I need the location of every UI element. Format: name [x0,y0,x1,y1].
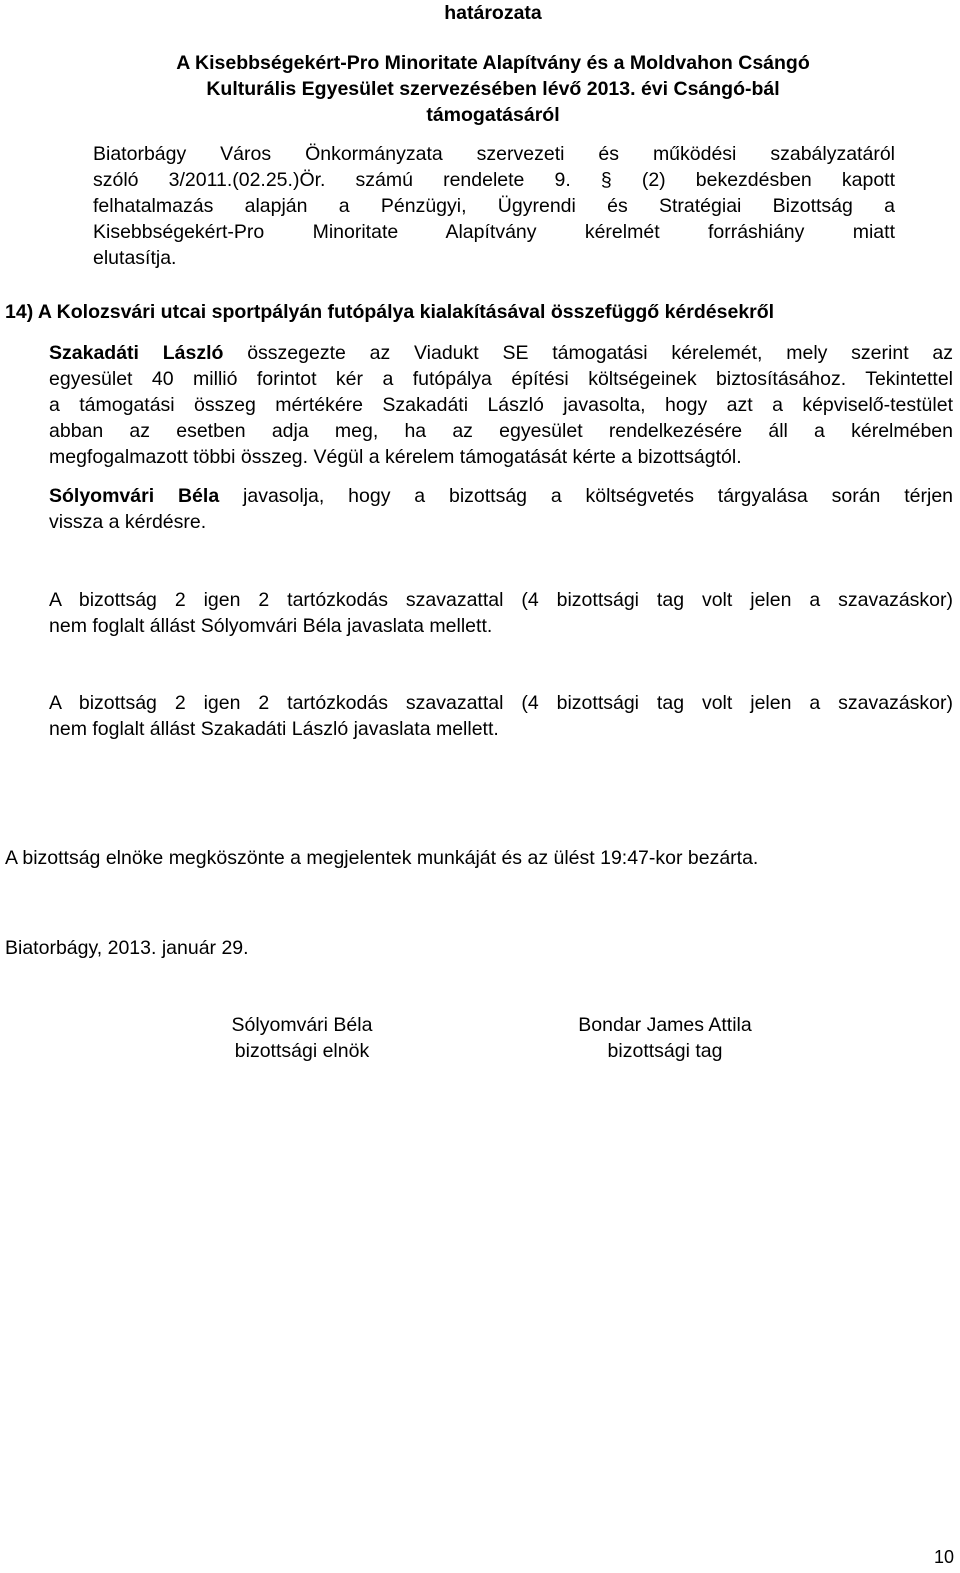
page-number: 10 [933,1547,954,1567]
paragraph-line: megfogalmazott többi összeg. Végül a kérelem támogatását kérte a bizottságtól. [49,446,742,468]
paragraph-line [49,483,953,509]
title-line: támogatásáról [426,104,560,126]
resolution-line: szóló 3/2011.(02.25.)Ör. számú rendelete 9. § (2) bekezdésben kapott [93,169,895,191]
signatory-role: bizottsági elnök [234,1040,370,1062]
title-line: A Kisebbségekért-Pro Minoritate Alapítvány és a Moldvahon Csángó [176,52,810,74]
paragraph-line: vissza a kérdésre. [49,511,207,533]
vote-result-2 [49,690,953,742]
decision-heading [0,0,960,26]
title-line: Kulturális Egyesület szervezésében lévő 2013. évi Csángó-bál [206,78,780,100]
signatory-name: Sólyomvári Béla [231,1014,373,1036]
closing-sentence: A bizottság elnöke megköszönte a megjelentek munkáját és az ülést 19:47-kor bezárta. [5,847,759,869]
vote-line: nem foglalt állást Szakadáti László javaslata mellett. [49,718,499,740]
speaker-name: Szakadáti László [49,342,224,364]
resolution-line: elutasítja. [93,247,177,269]
resolution-line: felhatalmazás alapján a Pénzügyi, Ügyrendi és Stratégiai Bizottság a [93,195,895,217]
paragraph-solyomvari [49,483,953,535]
resolution-line: Biatorbágy Város Önkormányzata szervezeti és működési szabályzatáról [93,143,895,165]
speaker-name: Sólyomvári Béla [49,485,220,507]
paragraph-line: abban az esetben adja meg, ha az egyesület rendelkezésére áll a kérelmében [49,420,953,442]
resolution-line: Kisebbségekért-Pro Minoritate Alapítvány kérelmét forráshiány miatt [93,221,895,243]
resolution-text [93,141,895,271]
vote-line: nem foglalt állást Sólyomvári Béla javaslata mellett. [49,615,493,637]
agenda-item-title: 14) A Kolozsvári utcai sportpályán futópálya kialakításával összefüggő kérdésekről [5,301,775,323]
resolution-title [0,50,960,128]
paragraph-line: egyesület 40 millió forintot kér a futópálya építési költségeinek biztosításához. Tekintettel [49,368,953,390]
vote-result-1 [49,587,953,639]
text-span: javasolja, hogy a bizottság a költségvetés tárgyalása során térjen [219,485,954,507]
place-date: Biatorbágy, 2013. január 29. [5,937,249,959]
paragraph-szakadati [49,340,953,470]
vote-line: A bizottság 2 igen 2 tartózkodás szavazattal (4 bizottsági tag volt jelen a szavazáskor) [49,589,953,611]
paragraph-line [49,340,953,366]
signatory-role: bizottsági tag [607,1040,723,1062]
text-span: összegezte az Viadukt SE támogatási kérelemét, mely szerint az [223,342,953,364]
signature-chair [192,1012,412,1064]
decision-word: határozata [444,2,542,24]
vote-line: A bizottság 2 igen 2 tartózkodás szavazattal (4 bizottsági tag volt jelen a szavazáskor) [49,692,953,714]
paragraph-line: a támogatási összeg mértékére Szakadáti László javasolta, hogy azt a képviselő-testület [49,394,953,416]
signature-member [540,1012,790,1064]
signatory-name: Bondar James Attila [578,1014,752,1036]
